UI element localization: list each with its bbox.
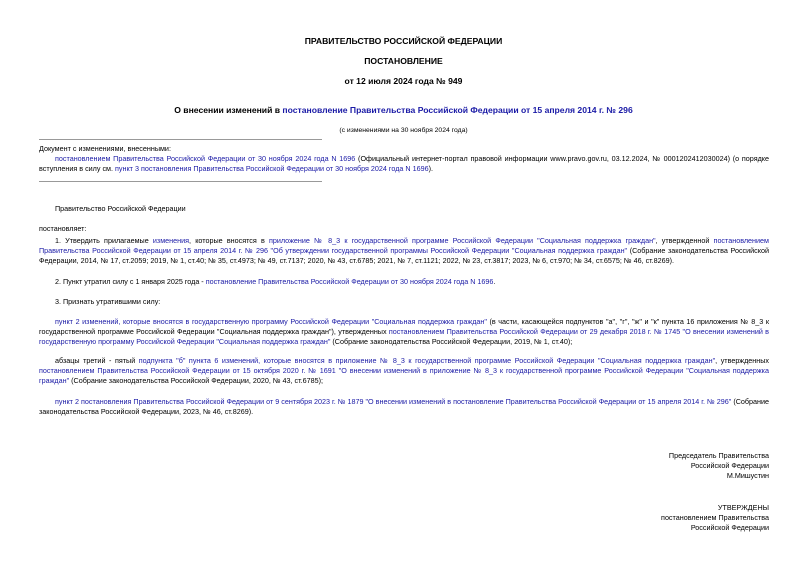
p1-link-changes[interactable]: изменения [152,236,189,245]
document-date-number: от 12 июля 2024 года № 949 [344,76,463,86]
p4-text-2: (Собрание законодательства Российской Федерации, 2019, № 1, ст.40); [330,336,573,346]
title-link[interactable]: постановление Правительства Российской Федерации от 15 апреля 2014 г. № 296 [282,105,633,115]
approved-country: Российской Федерации [690,522,769,532]
paragraph-1 [39,236,769,266]
p5-link-subpoint-b[interactable]: подпункта "б" пункта 6 изменений, которые вносятся в приложение № 8_3 к государственной программе Российской Федерации "Социальная поддержка граждан" [138,356,716,365]
p5-text-2: , утвержденных [715,356,770,365]
approved-block [519,503,769,533]
p5-text-3: (Собрание законодательства Российской Федерации, 2020, № 43, ст.6785); [69,375,323,385]
p4-link-point-2[interactable]: пункт 2 изменений, которые вносятся в государственную программу Российской Федерации "Социальная поддержка граждан" [55,317,487,326]
p1-link-decree-296[interactable]: постановлением Правительства Российской Федерации от 15 апреля 2014 г. № 296 "Об утверждении государственной программы Российской Федерации "Социальная поддержка граждан" [39,236,769,255]
amendments-intro: Документ с изменениями, внесенными: [39,144,171,153]
divider-top [39,139,322,140]
changes-note: (с изменениями на 30 ноября 2024 года) [339,127,468,134]
p6-text-1: (Собрание законодательства Российской Федерации, 2023, № 46, ст.8269). [39,397,770,416]
amendment-link-point-3[interactable]: пункт 3 постановления Правительства Российской Федерации от 30 ноября 2024 года N 1696 [115,163,429,173]
amendment-link-1696[interactable]: постановлением Правительства Российской Федерации от 30 ноября 2024 года N 1696 [55,153,356,163]
signature-country: Российской Федерации [690,460,769,470]
p1-text-2: , которые вносятся в [189,236,269,245]
p5-text-1: абзацы третий - пятый [55,356,139,365]
paragraph-5 [39,356,769,386]
approved-by: постановлением Правительства [661,512,769,522]
title-prefix: О внесении изменений в [174,105,283,115]
amendments-block [39,144,769,174]
p4-link-decree-1745[interactable]: постановлением Правительства Российской Федерации от 29 декабря 2018 г. № 1745 "О внесении изменений в государственную программу Российской Федерации "Социальная поддержка граждан" [39,326,769,346]
gov-rf-text: Правительство Российской Федерации [55,204,186,213]
paragraph-6 [39,397,769,417]
p5-link-decree-1691[interactable]: постановлением Правительства Российской Федерации от 15 октября 2020 г. № 1691 "О внесении изменений в приложение № 8_3 к государственной программе Российской Федерации "Социальная поддержка граждан" [39,365,769,385]
divider-bottom [39,181,322,182]
document-title [0,105,807,117]
document-type-heading: ПОСТАНОВЛЕНИЕ [364,56,443,66]
paragraph-3: 3. Признать утратившими силу: [55,297,161,306]
amendment-text-2: ). [428,163,433,173]
paragraph-2 [39,277,769,287]
p2-link-decree-1696[interactable]: постановление Правительства Российской Федерации от 30 ноября 2024 года N 1696 [205,277,494,286]
p6-link-decree-1879[interactable]: пункт 2 постановления Правительства Российской Федерации от 9 сентября 2023 г. № 1879 "О внесении изменений в постановление Правительства Российской Федерации от 15 апреля 2014 г. № 296" [55,397,732,406]
p1-link-appendix[interactable]: приложение № 8_3 к государственной программе Российской Федерации "Социальная поддержка граждан" [269,236,656,245]
approved-label: УТВЕРЖДЕНЫ [717,503,769,512]
signature-position: Председатель Правительства [668,451,769,460]
p2-text-2: . [493,277,496,286]
p4-text-1: (в части, касающейся подпунктов "а", "г", "ж" и "к" пункта 16 приложения № 8_3 к государственной программе Российской Федерации "Социальная поддержка граждан"), утвержденных [39,317,769,336]
amendment-text-1: (Официальный интернет-портал правовой информации www.pravo.gov.ru, 03.12.2024, № 0001202412030024) (о порядке вступления в силу см. [39,153,769,173]
decrees-text: постановляет: [39,224,87,233]
signature-name: М.Мишустин [726,470,769,480]
p1-text-3: , утвержденной [655,236,714,245]
government-heading: ПРАВИТЕЛЬСТВО РОССИЙСКОЙ ФЕДЕРАЦИИ [304,36,503,46]
amendments-text [39,154,769,174]
signature-block [519,451,769,481]
p1-text-4: (Собрание законодательства Российской Федерации, 2014, № 17, ст.2059; 2019, № 1, ст.40; № 35, ст.4973; № 49, ст.7137; 2020, № 43, ст.6785; 2021, № 7, ст.1121; 2022, № 23, ст.3817; 2023, № 6, ст.970; № 34, ст.6575; № 46, ст.8269). [39,245,770,265]
p2-text-1: 2. Пункт утратил силу с 1 января 2025 года - [55,277,206,286]
paragraph-4 [39,317,769,347]
p1-text-1: 1. Утвердить прилагаемые [55,236,153,245]
